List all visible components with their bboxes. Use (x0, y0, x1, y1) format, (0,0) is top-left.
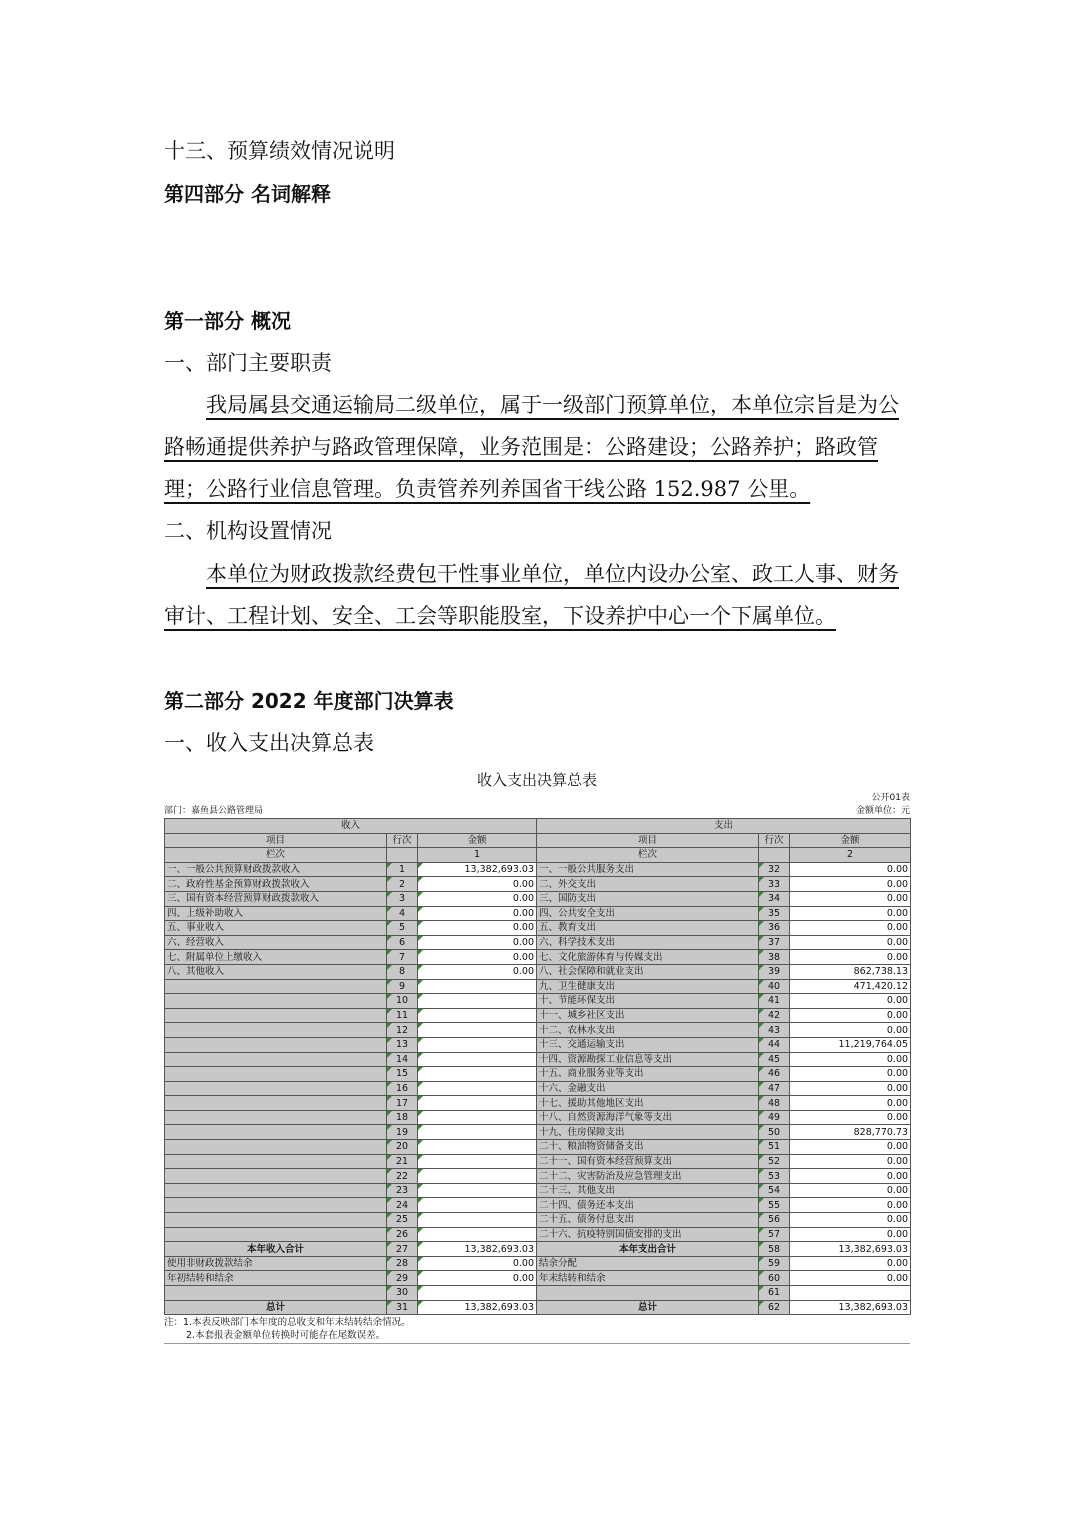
part1-title: 第一部分 概况 (164, 309, 291, 333)
expense-amount: 0.00 (790, 1023, 911, 1038)
column-index-row (165, 848, 911, 863)
expense-item: 十三、交通运输支出 (537, 1037, 759, 1052)
income-row-number: 16 (387, 1081, 418, 1096)
table-row (165, 979, 911, 994)
expense-item-header: 项目 (537, 833, 759, 848)
income-item (165, 1125, 387, 1140)
expense-amount: 0.00 (790, 1183, 911, 1198)
income-amount: 13,382,693.03 (418, 1300, 537, 1315)
income-index-label: 栏次 (165, 848, 387, 863)
income-header: 收入 (165, 819, 537, 834)
income-item: 总计 (165, 1300, 387, 1315)
note-2: 2.本套报表金额单位转换时可能存在尾数误差。 (186, 1330, 386, 1342)
income-index-1: 1 (418, 848, 537, 863)
income-row-number: 3 (387, 891, 418, 906)
expense-amount: 0.00 (790, 994, 911, 1009)
expense-amount: 0.00 (790, 1271, 911, 1286)
income-amount (418, 1110, 537, 1125)
expense-index-2: 2 (790, 848, 911, 863)
table-row (165, 1110, 911, 1125)
note-1: 注：1.本表反映部门本年度的总收支和年末结转结余情况。 (164, 1317, 411, 1329)
expense-item: 十四、资源勘探工业信息等支出 (537, 1052, 759, 1067)
form-number: 公开01表 (871, 793, 910, 803)
income-item: 三、国有资本经营预算财政拨款收入 (165, 891, 387, 906)
expense-amount (790, 1286, 911, 1301)
table-row (165, 1023, 911, 1038)
income-amount: 0.00 (418, 964, 537, 979)
income-amount: 0.00 (418, 1256, 537, 1271)
income-item (165, 1081, 387, 1096)
income-amount (418, 1198, 537, 1213)
expense-index-blank (759, 848, 790, 863)
expense-item: 一、一般公共服务支出 (537, 862, 759, 877)
table-row (165, 1256, 911, 1271)
expense-item: 十一、城乡社区支出 (537, 1008, 759, 1023)
expense-item: 十七、援助其他地区支出 (537, 1096, 759, 1111)
form-number-row (164, 792, 910, 805)
expense-row-number: 60 (759, 1271, 790, 1286)
table-row (165, 1008, 911, 1023)
income-row-number: 9 (387, 979, 418, 994)
table-row (165, 964, 911, 979)
expense-item: 十八、自然资源海洋气象等支出 (537, 1110, 759, 1125)
expense-row-number: 40 (759, 979, 790, 994)
income-index-blank (387, 848, 418, 863)
income-item (165, 1096, 387, 1111)
income-row-number: 11 (387, 1008, 418, 1023)
income-row-number: 19 (387, 1125, 418, 1140)
expense-item: 六、科学技术支出 (537, 935, 759, 950)
income-row-number: 8 (387, 964, 418, 979)
expense-row-number: 62 (759, 1300, 790, 1315)
income-amount: 0.00 (418, 891, 537, 906)
income-item (165, 1067, 387, 1082)
section1-body (164, 384, 914, 510)
table-row (165, 1271, 911, 1286)
expense-amount: 828,770.73 (790, 1125, 911, 1140)
expense-row-number: 35 (759, 906, 790, 921)
income-amount (418, 1096, 537, 1111)
expense-row-number: 34 (759, 891, 790, 906)
income-item: 四、上级补助收入 (165, 906, 387, 921)
table-row (165, 1169, 911, 1184)
income-item (165, 994, 387, 1009)
income-amount: 13,382,693.03 (418, 1242, 537, 1257)
section1-title: 一、部门主要职责 (164, 351, 332, 375)
expense-row-number: 59 (759, 1256, 790, 1271)
expense-header: 支出 (537, 819, 911, 834)
part2-title: 第二部分 2022 年度部门决算表 (164, 689, 454, 713)
expense-row-number: 50 (759, 1125, 790, 1140)
income-row-number: 20 (387, 1140, 418, 1155)
income-amount (418, 1008, 537, 1023)
income-amount (418, 1227, 537, 1242)
expense-row-number: 43 (759, 1023, 790, 1038)
expense-amount: 0.00 (790, 1169, 911, 1184)
expense-amount: 471,420.12 (790, 979, 911, 994)
income-item (165, 1110, 387, 1125)
expense-row-number: 38 (759, 950, 790, 965)
expense-row-number: 53 (759, 1169, 790, 1184)
income-row-number: 2 (387, 877, 418, 892)
expense-item: 二十六、抗疫特别国债安排的支出 (537, 1227, 759, 1242)
table-row (165, 1154, 911, 1169)
table-row (165, 950, 911, 965)
section2-title: 二、机构设置情况 (164, 519, 332, 543)
income-amount (418, 979, 537, 994)
income-row-number: 30 (387, 1286, 418, 1301)
heading-budget-performance: 十三、预算绩效情况说明 (164, 139, 395, 163)
expense-item: 七、文化旅游体育与传媒支出 (537, 950, 759, 965)
income-amount (418, 1213, 537, 1228)
expense-item: 二十五、债务付息支出 (537, 1213, 759, 1228)
table-row (165, 1183, 911, 1198)
income-item (165, 1183, 387, 1198)
column-header-row (165, 833, 911, 848)
expense-item: 十、节能环保支出 (537, 994, 759, 1009)
expense-row-number: 32 (759, 862, 790, 877)
income-row-number: 18 (387, 1110, 418, 1125)
income-item: 本年收入合计 (165, 1242, 387, 1257)
table-row (165, 1096, 911, 1111)
expense-row-number: 44 (759, 1037, 790, 1052)
income-amount (418, 1081, 537, 1096)
income-item: 二、政府性基金预算财政拨款收入 (165, 877, 387, 892)
income-row-no-header: 行次 (387, 833, 418, 848)
expense-amount: 0.00 (790, 1052, 911, 1067)
table-row (165, 1286, 911, 1301)
expense-item: 十五、商业服务业等支出 (537, 1067, 759, 1082)
income-amount: 0.00 (418, 877, 537, 892)
income-row-number: 23 (387, 1183, 418, 1198)
expense-row-number: 49 (759, 1110, 790, 1125)
income-item (165, 1227, 387, 1242)
expense-item: 五、教育支出 (537, 921, 759, 936)
expense-row-number: 36 (759, 921, 790, 936)
income-item: 五、事业收入 (165, 921, 387, 936)
expense-item: 二十、粮油物资储备支出 (537, 1140, 759, 1155)
income-row-number: 29 (387, 1271, 418, 1286)
expense-row-number: 58 (759, 1242, 790, 1257)
income-row-number: 25 (387, 1213, 418, 1228)
expense-amount: 0.00 (790, 1008, 911, 1023)
table-grid (164, 818, 911, 1315)
income-amount-header: 金额 (418, 833, 537, 848)
table-row (165, 1227, 911, 1242)
income-item (165, 1008, 387, 1023)
income-item (165, 1286, 387, 1301)
expense-amount: 11,219,764.05 (790, 1037, 911, 1052)
expense-amount: 0.00 (790, 1154, 911, 1169)
table-row (165, 1125, 911, 1140)
income-item (165, 1154, 387, 1169)
income-item: 六、经营收入 (165, 935, 387, 950)
income-item (165, 1140, 387, 1155)
income-row-number: 22 (387, 1169, 418, 1184)
expense-amount: 13,382,693.03 (790, 1242, 911, 1257)
table-row (165, 1067, 911, 1082)
table-title: 收入支出决算总表 (476, 771, 597, 789)
income-item (165, 979, 387, 994)
expense-amount: 0.00 (790, 1096, 911, 1111)
income-amount (418, 1169, 537, 1184)
expense-item: 二十四、债务还本支出 (537, 1198, 759, 1213)
expense-row-number: 51 (759, 1140, 790, 1155)
expense-item (537, 1286, 759, 1301)
expense-amount: 862,738.13 (790, 964, 911, 979)
expense-item: 十九、住房保障支出 (537, 1125, 759, 1140)
expense-amount: 0.00 (790, 1227, 911, 1242)
income-item: 一、一般公共预算财政拨款收入 (165, 862, 387, 877)
expense-amount-header: 金额 (790, 833, 911, 848)
income-amount: 0.00 (418, 921, 537, 936)
expense-row-number: 41 (759, 994, 790, 1009)
expense-item: 本年支出合计 (537, 1242, 759, 1257)
expense-row-number: 37 (759, 935, 790, 950)
income-row-number: 27 (387, 1242, 418, 1257)
table-heading: 一、收入支出决算总表 (164, 731, 374, 755)
expense-amount: 0.00 (790, 891, 911, 906)
income-row-number: 24 (387, 1198, 418, 1213)
income-amount (418, 1140, 537, 1155)
expense-amount: 0.00 (790, 1198, 911, 1213)
table-row (165, 935, 911, 950)
expense-amount: 0.00 (790, 1081, 911, 1096)
income-row-number: 4 (387, 906, 418, 921)
expense-row-number: 48 (759, 1096, 790, 1111)
income-amount (418, 1286, 537, 1301)
expense-row-number: 39 (759, 964, 790, 979)
income-row-number: 6 (387, 935, 418, 950)
expense-amount: 0.00 (790, 921, 911, 936)
expense-row-no-header: 行次 (759, 833, 790, 848)
income-amount: 0.00 (418, 1271, 537, 1286)
income-row-number: 12 (387, 1023, 418, 1038)
income-row-number: 5 (387, 921, 418, 936)
group-header-row (165, 819, 911, 834)
table-row (165, 877, 911, 892)
income-amount (418, 1183, 537, 1198)
expense-row-number: 46 (759, 1067, 790, 1082)
income-row-number: 10 (387, 994, 418, 1009)
table-row (165, 1037, 911, 1052)
expense-amount: 0.00 (790, 877, 911, 892)
income-amount (418, 1154, 537, 1169)
expense-amount: 0.00 (790, 935, 911, 950)
expense-item: 二十二、灾害防治及应急管理支出 (537, 1169, 759, 1184)
income-item (165, 1052, 387, 1067)
expense-item: 十二、农林水支出 (537, 1023, 759, 1038)
expense-amount: 0.00 (790, 1067, 911, 1082)
income-item: 八、其他收入 (165, 964, 387, 979)
expense-item: 年末结转和结余 (537, 1271, 759, 1286)
table-row (165, 1140, 911, 1155)
table-row (165, 1242, 911, 1257)
expense-row-number: 61 (759, 1286, 790, 1301)
income-row-number: 17 (387, 1096, 418, 1111)
income-item (165, 1213, 387, 1228)
income-row-number: 7 (387, 950, 418, 965)
expense-item: 八、社会保障和就业支出 (537, 964, 759, 979)
expense-row-number: 52 (759, 1154, 790, 1169)
income-amount: 0.00 (418, 935, 537, 950)
income-item (165, 1198, 387, 1213)
income-row-number: 1 (387, 862, 418, 877)
expense-item: 十六、金融支出 (537, 1081, 759, 1096)
expense-item: 二、外交支出 (537, 877, 759, 892)
expense-item: 二十三、其他支出 (537, 1183, 759, 1198)
expense-row-number: 57 (759, 1227, 790, 1242)
expense-item: 结余分配 (537, 1256, 759, 1271)
income-item: 七、附属单位上缴收入 (165, 950, 387, 965)
income-item (165, 1023, 387, 1038)
expense-item: 九、卫生健康支出 (537, 979, 759, 994)
income-row-number: 26 (387, 1227, 418, 1242)
table-row (165, 862, 911, 877)
income-amount: 0.00 (418, 950, 537, 965)
income-row-number: 13 (387, 1037, 418, 1052)
income-row-number: 15 (387, 1067, 418, 1082)
income-amount (418, 1125, 537, 1140)
expense-amount: 0.00 (790, 1110, 911, 1125)
expense-row-number: 56 (759, 1213, 790, 1228)
expense-amount: 0.00 (790, 950, 911, 965)
expense-amount: 0.00 (790, 906, 911, 921)
income-expense-table (164, 768, 910, 1344)
section2-text: 本单位为财政拨款经费包干性事业单位，单位内设办公室、政工人事、财务审计、工程计划、安全、工会等职能股室，下设养护中心一个下属单位。 (164, 562, 899, 628)
section1-text: 我局属县交通运输局二级单位，属于一级部门预算单位，本单位宗旨是为公路畅通提供养护与路政管理保障，业务范围是：公路建设；公路养护；路政管理；公路行业信息管理。负责管养列养国省干线公路 152.987 公里。 (164, 393, 899, 501)
income-amount: 0.00 (418, 906, 537, 921)
income-amount (418, 1052, 537, 1067)
income-row-number: 31 (387, 1300, 418, 1315)
section2-body (164, 553, 914, 637)
income-amount: 13,382,693.03 (418, 862, 537, 877)
expense-item: 三、国防支出 (537, 891, 759, 906)
expense-item: 总计 (537, 1300, 759, 1315)
income-item (165, 1169, 387, 1184)
table-notes (164, 1316, 910, 1344)
table-row (165, 1081, 911, 1096)
part4-title: 第四部分 名词解释 (164, 182, 331, 206)
income-amount (418, 1023, 537, 1038)
income-row-number: 28 (387, 1256, 418, 1271)
expense-item: 二十一、国有资本经营预算支出 (537, 1154, 759, 1169)
income-amount (418, 1067, 537, 1082)
income-item: 年初结转和结余 (165, 1271, 387, 1286)
income-item (165, 1037, 387, 1052)
expense-amount: 0.00 (790, 1256, 911, 1271)
expense-row-number: 54 (759, 1183, 790, 1198)
expense-index-label: 栏次 (537, 848, 759, 863)
expense-row-number: 47 (759, 1081, 790, 1096)
expense-row-number: 55 (759, 1198, 790, 1213)
table-row (165, 1198, 911, 1213)
table-row (165, 1300, 911, 1315)
expense-amount: 0.00 (790, 862, 911, 877)
table-row (165, 891, 911, 906)
dept-unit-row (164, 805, 910, 818)
table-row (165, 921, 911, 936)
expense-amount: 0.00 (790, 1140, 911, 1155)
income-amount (418, 994, 537, 1009)
table-row (165, 906, 911, 921)
expense-item: 四、公共安全支出 (537, 906, 759, 921)
income-row-number: 14 (387, 1052, 418, 1067)
table-row (165, 1052, 911, 1067)
expense-row-number: 45 (759, 1052, 790, 1067)
income-amount (418, 1037, 537, 1052)
income-item: 使用非财政拨款结余 (165, 1256, 387, 1271)
table-row (165, 1213, 911, 1228)
expense-amount: 13,382,693.03 (790, 1300, 911, 1315)
expense-row-number: 33 (759, 877, 790, 892)
unit-label: 金额单位：元 (855, 806, 910, 816)
income-row-number: 21 (387, 1154, 418, 1169)
income-item-header: 项目 (165, 833, 387, 848)
table-row (165, 994, 911, 1009)
department-label: 部门：嘉鱼县公路管理局 (164, 806, 264, 816)
expense-row-number: 42 (759, 1008, 790, 1023)
expense-amount: 0.00 (790, 1213, 911, 1228)
